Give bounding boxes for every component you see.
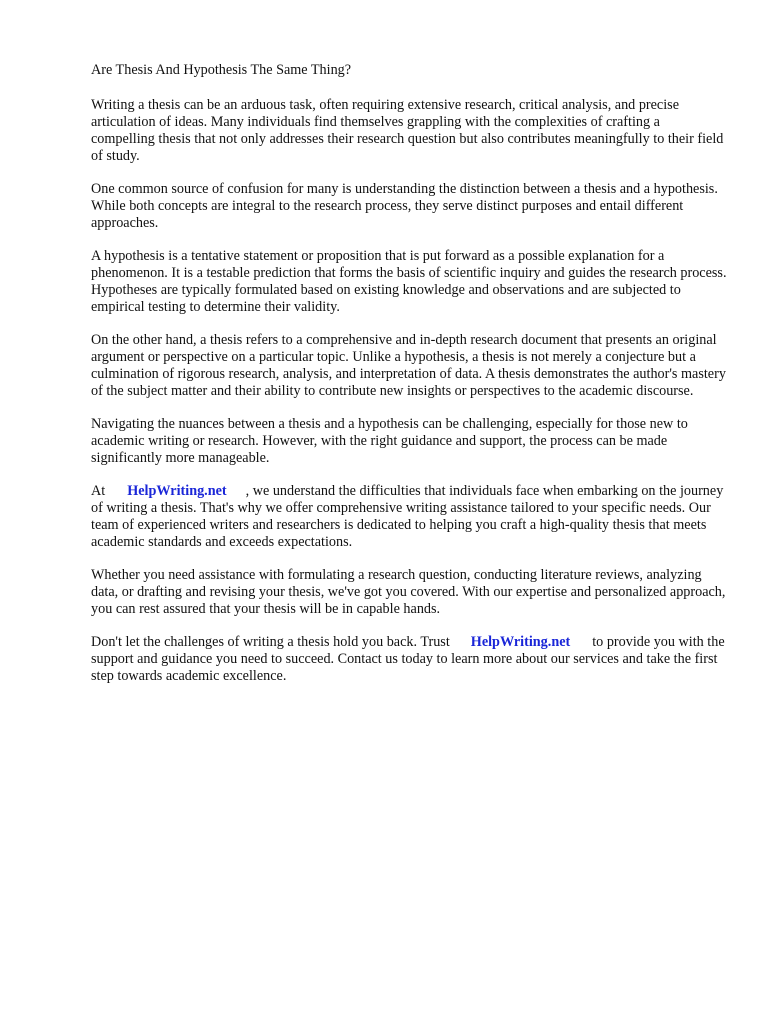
helpwriting-link-closing[interactable]: HelpWriting.net <box>470 634 571 650</box>
intro-paragraph: Writing a thesis can be an arduous task, often requiring extensive research, critical analysis, and precise articulation of ideas. Many individuals find themselves grappling with the complexities of crafting a compelling thesis that not only addresses their research question but also contributes meaningfully to their field of study. <box>91 97 724 164</box>
hypothesis-paragraph: A hypothesis is a tentative statement or proposition that is put forward as a possible explanation for a phenomenon. It is a testable prediction that forms the basis of scientific inquiry and guides the research process. Hypotheses are typically formulated based on existing knowledge and observations and are subjected to empirical testing to determine their validity. <box>91 248 727 315</box>
document-title: Are Thesis And Hypothesis The Same Thing? <box>91 62 352 78</box>
promo-paragraph <box>91 483 727 551</box>
closing-paragraph <box>91 634 727 685</box>
closing-after-text: to provide you with the support and guidance you need to succeed. Contact us today to learn more about our services and take the first step towards academic excellence. <box>91 634 725 684</box>
promo-before-text: At <box>91 483 106 499</box>
document-page <box>91 62 727 701</box>
nuances-paragraph: Navigating the nuances between a thesis and a hypothesis can be challenging, especially for those new to academic writing or research. However, with the right guidance and support, the process can be made significantly more manageable. <box>91 416 688 466</box>
closing-before-text: Don't let the challenges of writing a thesis hold you back. Trust <box>91 634 450 650</box>
confusion-paragraph: One common source of confusion for many is understanding the distinction between a thesis and a hypothesis. While both concepts are integral to the research process, they serve distinct purposes and entail different approaches. <box>91 181 718 231</box>
thesis-paragraph: On the other hand, a thesis refers to a comprehensive and in-depth research document that presents an original argument or perspective on a particular topic. Unlike a hypothesis, a thesis is not merely a conjecture but a culmination of rigorous research, analysis, and interpretation of data. A thesis demonstrates the author's mastery of the subject matter and their ability to contribute new insights or perspectives to the academic discourse. <box>91 332 726 399</box>
promo-after-text: , we understand the difficulties that individuals face when embarking on the journey of writing a thesis. That's why we offer comprehensive writing assistance tailored to your specific needs. Our team of experienced writers and researchers is dedicated to helping you craft a high-quality thesis that meets academic standards and exceeds expectations. <box>91 483 724 550</box>
assistance-paragraph: Whether you need assistance with formulating a research question, conducting literature reviews, analyzing data, or drafting and revising your thesis, we've got you covered. With our expertise and personalized approach, you can rest assured that your thesis will be in capable hands. <box>91 567 726 617</box>
helpwriting-link[interactable]: HelpWriting.net <box>127 483 227 499</box>
